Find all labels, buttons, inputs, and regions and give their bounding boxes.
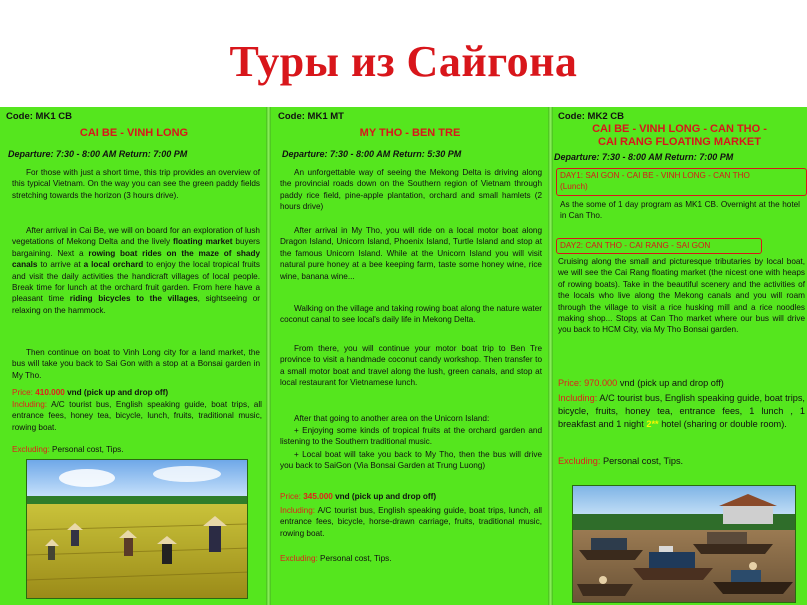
day2-box	[556, 238, 762, 254]
page-title: Туры из Сайгона	[229, 37, 578, 86]
tour-route-line-2: CAI RANG FLOATING MARKET	[598, 136, 761, 148]
brochure	[0, 107, 807, 605]
day1-title: DAY1: SAI GON - CAI BE - VINH LONG - CAN THO	[560, 171, 750, 180]
tour-intro: For those with just a short time, this trip provides an overview of this typical Vietnam. On the way you can see the green paddy fields stretching towards the horizon (3 hours drive).	[12, 168, 260, 200]
floating-market-photo	[572, 485, 796, 603]
tour-excluding: Excluding: Personal cost, Tips.	[280, 554, 392, 563]
tour-code: Code: MK2 CB	[558, 111, 624, 122]
day1-box	[556, 168, 807, 196]
day1-text: As the some of 1 day program as MK1 CB. Overnight at the hotel in Can Tho.	[560, 200, 800, 221]
tour-including: Including: A/C tourist bus, English speaking guide, boat trips, all entrance fees, honey tea, bicycle, lunch, fruits, traditional music, rowing boat.	[12, 400, 262, 432]
tour-description: After arrival in Cai Be, we will on board for an exploration of lush vegetations of Mekong Delta and the lively floating market buyers bargaining. Next a rowing boat rides on the maze of shady canals to arrive at a local orchard to enjoy the local tropical fruits and visit the daily activities the handicraft villages of local people. Break time for lunch at the orchard fruit garden. From here have a pleasant time riding bicycles to the villages, sightseeing or relaxing on the hammock.	[12, 226, 261, 315]
tour-route	[552, 123, 807, 149]
tour-intro: An unforgettable way of seeing the Mekong Delta is driving along the provincial roads down on the Southern region of Vietnam through paddy rice field, pine-apple plantation, orchard and small hamlets (2 hours drive)	[280, 168, 542, 212]
tour-route: CAI BE - VINH LONG	[79, 127, 189, 139]
tour-code: Code: MK1 CB	[6, 111, 72, 122]
tour-price: Price: 345.000 vnd (pick up and drop off)	[280, 492, 437, 501]
tour-excluding: Excluding: Personal cost, Tips.	[558, 456, 684, 466]
tour-departure: Departure: 7:30 - 8:00 AM Return: 5:30 PM	[282, 149, 462, 159]
tour-ben-tre: From there, you will continue your motor boat trip to Ben Tre province to visit a handmade coconut candy workshop. Then transfer to a small motor boat and travel along the lush, green canals, and stop at local restaurant for Vietnamese lunch.	[280, 344, 542, 388]
rice-field-photo	[26, 459, 248, 599]
tour-route-line-1: CAI BE - VINH LONG - CAN THO -	[592, 123, 767, 135]
tour-including: Including: A/C tourist bus, English speaking guide, boat trips, lunch, all entrance fees, bicycle, horse-drawn carriage, fruits, traditional music, rowing boat.	[280, 506, 542, 538]
tour-return: Then continue on boat to Vinh Long city for a land market, the bus will take you back to Sai Gon with a stop at a Bonsai garden in My Tho.	[12, 348, 260, 380]
tour-price: Price: 970.000 vnd (pick up and drop off)	[558, 378, 724, 388]
tour-code: Code: MK1 MT	[278, 111, 344, 122]
tour-price: Price: 410.000 vnd (pick up and drop off)	[12, 388, 169, 397]
tour-excluding: Excluding: Personal cost, Tips.	[12, 445, 124, 454]
tour-village: Walking on the village and taking rowing boat along the nature water coconut canal to see local's daily life in Mekong Delta.	[280, 304, 542, 325]
tour-description: After arrival in My Tho, you will ride on a local motor boat along Dragon Island, Unicorn Island, Phoenix Island, Turtle Island and stop at the famous Unicorn Island. While at the Unicorn Island you will visit natural pure honey at a bee keeping farm, taste some honey wine, rice wine, banana wine...	[280, 226, 542, 281]
tour-fruits: + Enjoying some kinds of tropical fruits at the orchard garden and listening to the Southern traditional music.	[280, 426, 542, 447]
tour-departure: Departure: 7:30 - 8:00 AM Return: 7:00 PM	[554, 152, 734, 162]
day2-title: DAY2: CAN THO - CAI RANG - SAI GON	[560, 241, 711, 250]
tour-column-mk2-cb	[552, 107, 807, 605]
tour-column-mk1-mt	[270, 107, 550, 605]
tour-column-mk1-cb	[0, 107, 268, 605]
day1-meal: (Lunch)	[560, 182, 588, 191]
tour-route: MY THO - BEN TRE	[359, 127, 461, 139]
tour-departure: Departure: 7:30 - 8:00 AM Return: 7:00 PM	[8, 149, 188, 159]
tour-including: Including: A/C tourist bus, English speaking guide, boat trips, bicycle, fruits, honey tea, entrance fees, 1 lunch , 1 breakfast and 1 night 2** hotel (sharing or double room).	[558, 393, 805, 430]
day2-text: Cruising along the small and picturesque tributaries by local boat, we will see the Cai Rang floating market (the nicest one with heaps of rowing boats). Take in the beautiful scenery and the activities of the locals who live along the Mekong canals and you will roam through the village to visit a rice husking mill and a rice noodles making shop... Stops at Can Tho market where our bus will drive you back to HCM City, via My Tho Bonsai garden.	[558, 257, 805, 335]
tour-return: + Local boat will take you back to My Tho, then the bus will drive you back to SaiGon (Via Bonsai Garden at Trung Luong)	[280, 450, 542, 471]
tour-unicorn-island: After that going to another area on the Unicorn Island:	[294, 414, 490, 423]
